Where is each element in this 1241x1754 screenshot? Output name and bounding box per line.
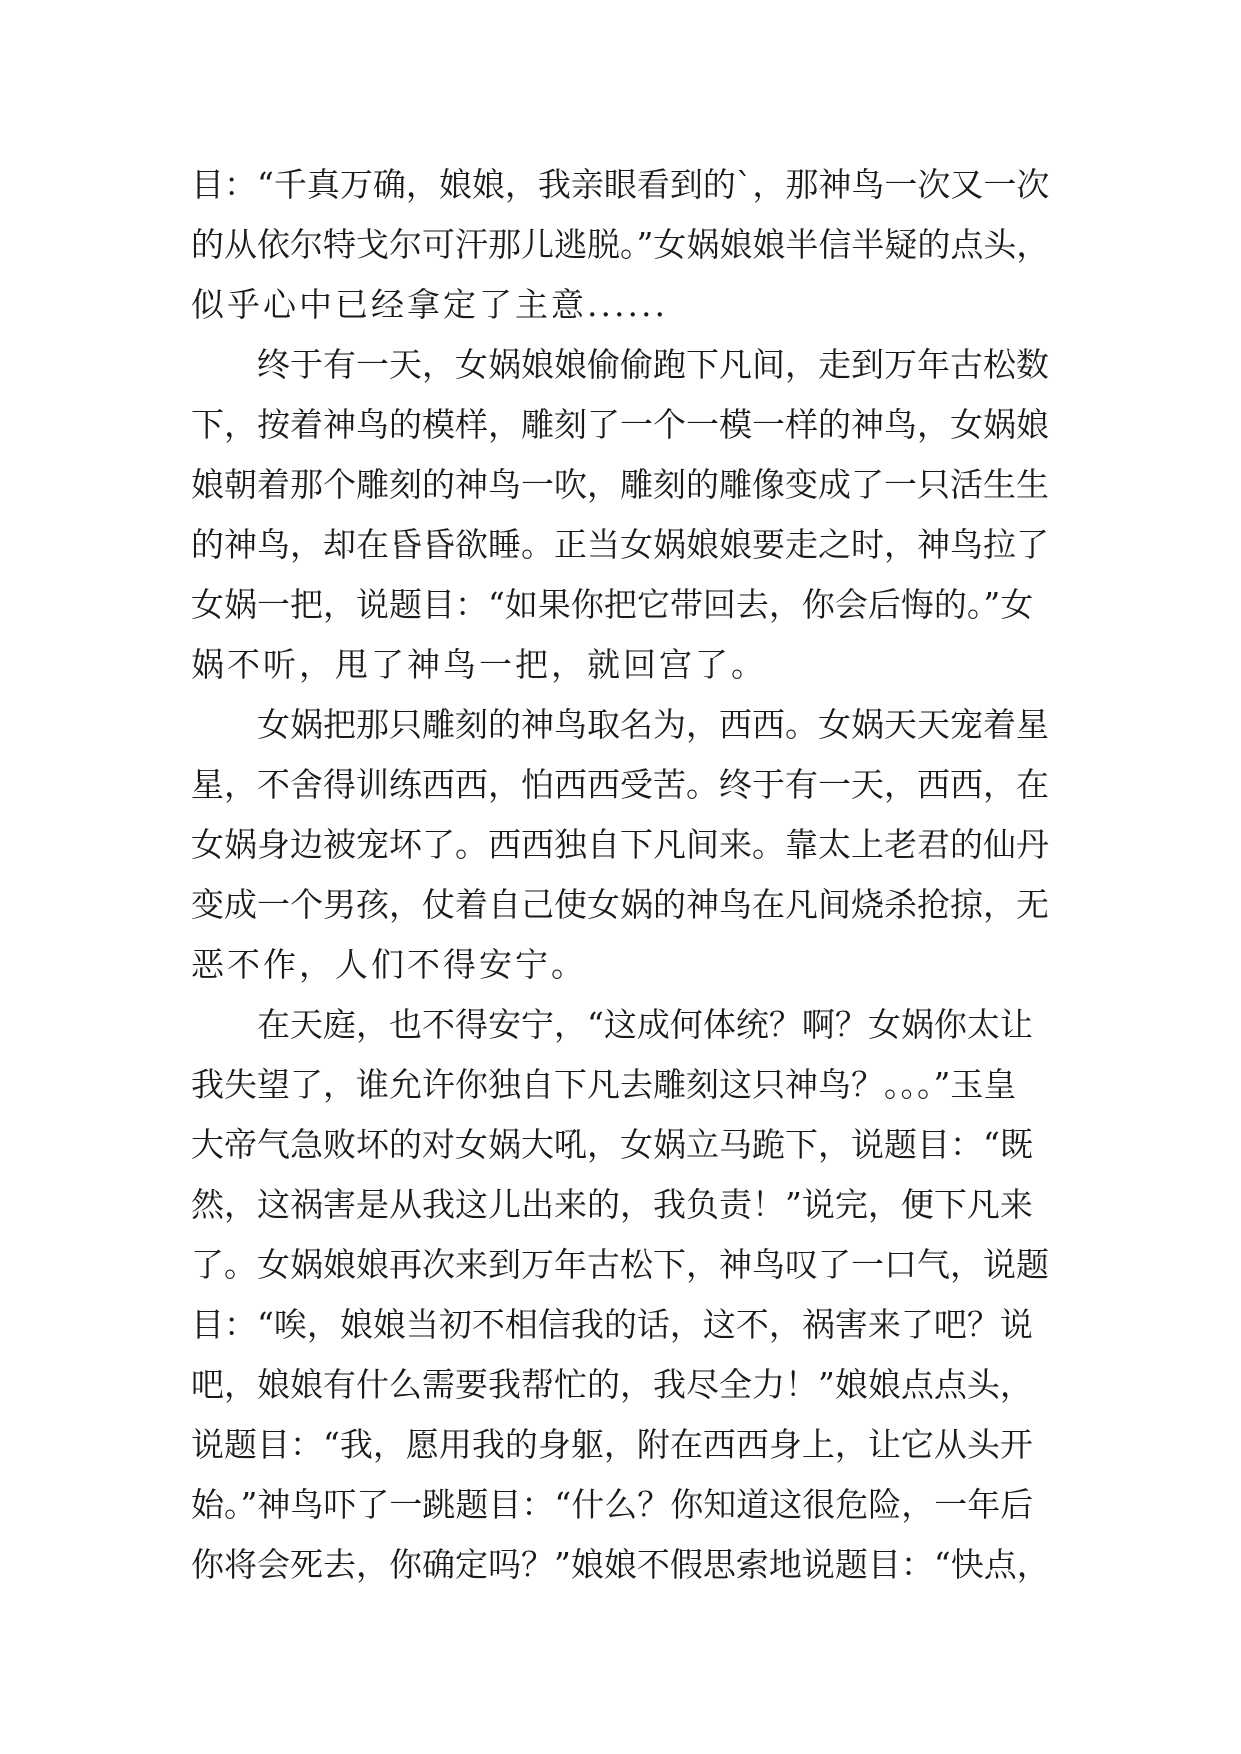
text-line: 娘朝着那个雕刻的神鸟一吹，雕刻的雕像变成了一只活生生 <box>191 465 1049 504</box>
text-line: 了。女娲娘娘再次来到万年古松下，神鸟叹了一口气，说题 <box>191 1245 1049 1284</box>
text-line: 女娲把那只雕刻的神鸟取名为，西西。女娲天天宠着星 <box>257 705 1049 744</box>
text-line: 你将会死去，你确定吗？”娘娘不假思索地说题目：“快点， <box>191 1545 1050 1584</box>
text-line: 女娲一把，说题目：“如果你把它带回去，你会后悔的。”女 <box>191 585 1034 624</box>
text-line: 下，按着神鸟的模样，雕刻了一个一模一样的神鸟，女娲娘 <box>191 405 1049 444</box>
text-line: 终于有一天，女娲娘娘偷偷跑下凡间，走到万年古松数 <box>257 345 1049 384</box>
text-line: 的从依尔特戈尔可汗那儿逃脱。”女娲娘娘半信半疑的点头， <box>191 225 1050 264</box>
text-line: 在天庭，也不得安宁，“这成何体统？啊？女娲你太让 <box>257 1005 1033 1044</box>
body-text <box>191 155 1071 1595</box>
text-line: 然，这祸害是从我这儿出来的，我负责！”说完，便下凡来 <box>191 1185 1033 1224</box>
text-line: 的神鸟，却在昏昏欲睡。正当女娲娘娘要走之时，神鸟拉了 <box>191 525 1049 564</box>
text-line: 吧，娘娘有什么需要我帮忙的，我尽全力！”娘娘点点头， <box>191 1365 1033 1404</box>
text-line: 星，不舍得训练西西，怕西西受苦。终于有一天，西西，在 <box>191 765 1049 804</box>
text-line: 女娲身边被宠坏了。西西独自下凡间来。靠太上老君的仙丹 <box>191 825 1049 864</box>
text-line: 目：“千真万确，娘娘，我亲眼看到的`，那神鸟一次又一次 <box>191 165 1050 204</box>
text-line: 恶不作，人们不得安宁。 <box>191 945 587 984</box>
text-line: 始。”神鸟吓了一跳题目：“什么？你知道这很危险，一年后 <box>191 1485 1034 1524</box>
text-line: 说题目：“我，愿用我的身躯，附在西西身上，让它从头开 <box>191 1425 1033 1464</box>
text-line: 我失望了，谁允许你独自下凡去雕刻这只神鸟？。。。”玉皇 <box>191 1065 1017 1104</box>
text-line: 娲不听，甩了神鸟一把，就回宫了。 <box>191 645 767 684</box>
text-line: 变成一个男孩，仗着自己使女娲的神鸟在凡间烧杀抢掠，无 <box>191 885 1049 924</box>
text-line: 目：“唉，娘娘当初不相信我的话，这不，祸害来了吧？说 <box>191 1305 1033 1344</box>
text-line: 似乎心中已经拿定了主意...... <box>191 285 668 324</box>
text-line: 大帝气急败坏的对女娲大吼，女娲立马跪下，说题目：“既 <box>191 1125 1033 1164</box>
